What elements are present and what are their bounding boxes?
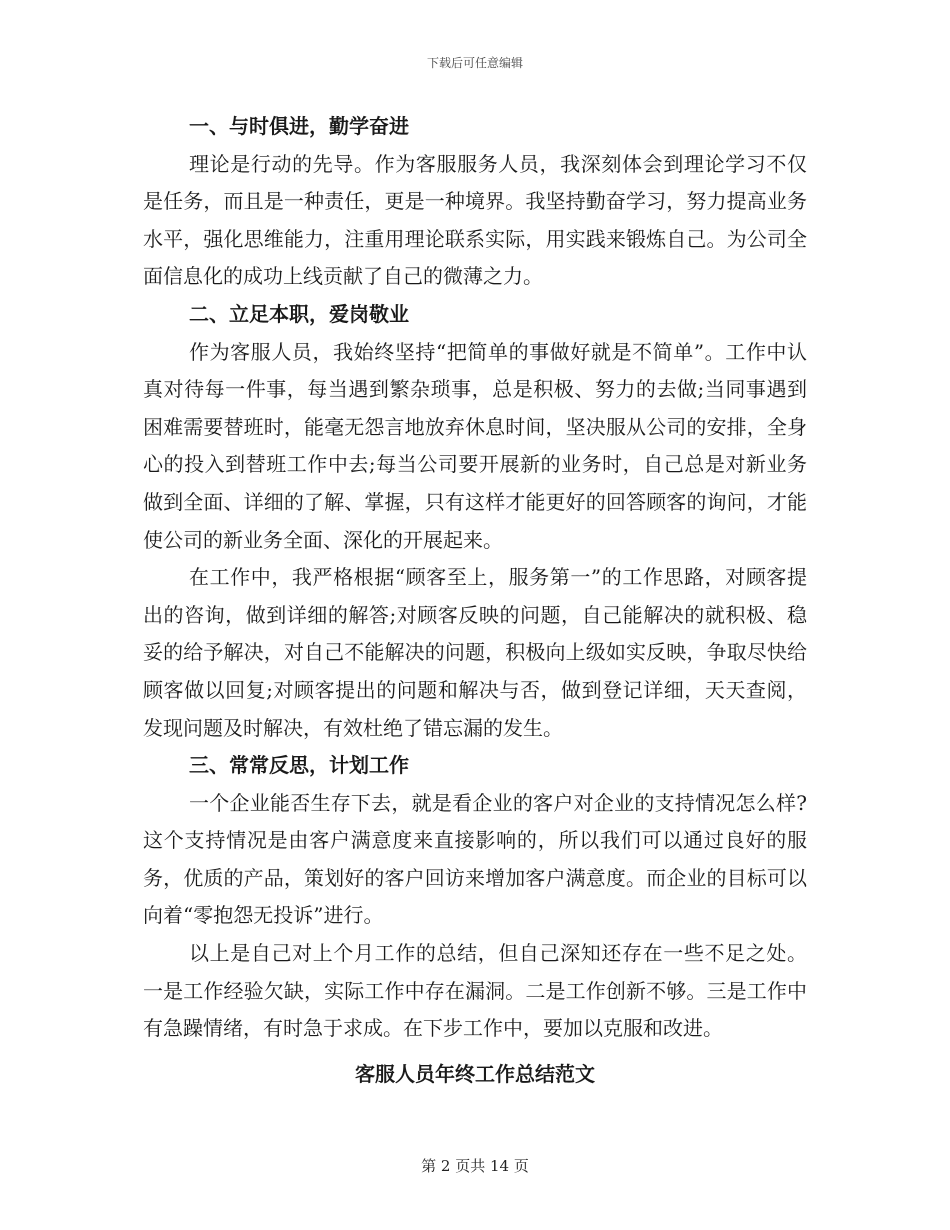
section-2-paragraph-2: 在工作中，我严格根据“顾客至上，服务第一”的工作思路，对顾客提出的咨询，做到详细的解答;对顾客反映的问题，自己能解决的就积极、稳妥的给予解决，对自己不能解决的问题，积极向上级如实反映，争取尽快给顾客做以回复;对顾客提出的问题和解决与否，做到登记详细，天天查阅，发现问题及时解决，有效杜绝了错忘漏的发生。 [143, 565, 807, 740]
page-footer: 第 2 页共 14 页 [421, 1157, 529, 1175]
document-body [143, 108, 807, 1093]
section-1-paragraph-1: 理论是行动的先导。作为客服服务人员，我深刻体会到理论学习不仅是任务，而且是一种责任，更是一种境界。我坚持勤奋学习，努力提高业务水平，强化思维能力，注重用理论联系实际，用实践来锻炼自己。为公司全面信息化的成功上线贡献了自己的微薄之力。 [143, 151, 807, 289]
section-heading-1: 一、与时俱进，勤学奋进 [189, 114, 409, 138]
header-note: 下载后可任意编辑 [426, 56, 523, 70]
section-heading-2: 二、立足本职，爱岗敬业 [189, 301, 409, 326]
section-3-paragraph-2: 以上是自己对上个月工作的总结，但自己深知还存在一些不足之处。一是工作经验欠缺，实际工作中存在漏洞。二是工作创新不够。三是工作中有急躁情绪，有时急于求成。在下步工作中，要加以克服和改进。 [143, 941, 807, 1041]
section-2-paragraph-1: 作为客服人员，我始终坚持“把简单的事做好就是不简单”。工作中认真对待每一件事，每当遇到繁杂琐事，总是积极、努力的去做;当同事遇到困难需要替班时，能毫无怨言地放弃休息时间，坚决服从公司的安排，全身心的投入到替班工作中去;每当公司要开展新的业务时，自己总是对新业务做到全面、详细的了解、掌握，只有这样才能更好的回答顾客的询问，才能使公司的新业务全面、深化的开展起来。 [143, 339, 807, 552]
section-3-paragraph-1: 一个企业能否生存下去，就是看企业的客户对企业的支持情况怎么样?这个支持情况是由客户满意度来直接影响的，所以我们可以通过良好的服务，优质的产品，策划好的客户回访来增加客户满意度。而企业的目标可以向着“零抱怨无投诉”进行。 [143, 790, 807, 928]
next-document-title: 客服人员年终工作总结范文 [355, 1061, 595, 1086]
section-heading-3: 三、常常反思，计划工作 [189, 753, 409, 778]
